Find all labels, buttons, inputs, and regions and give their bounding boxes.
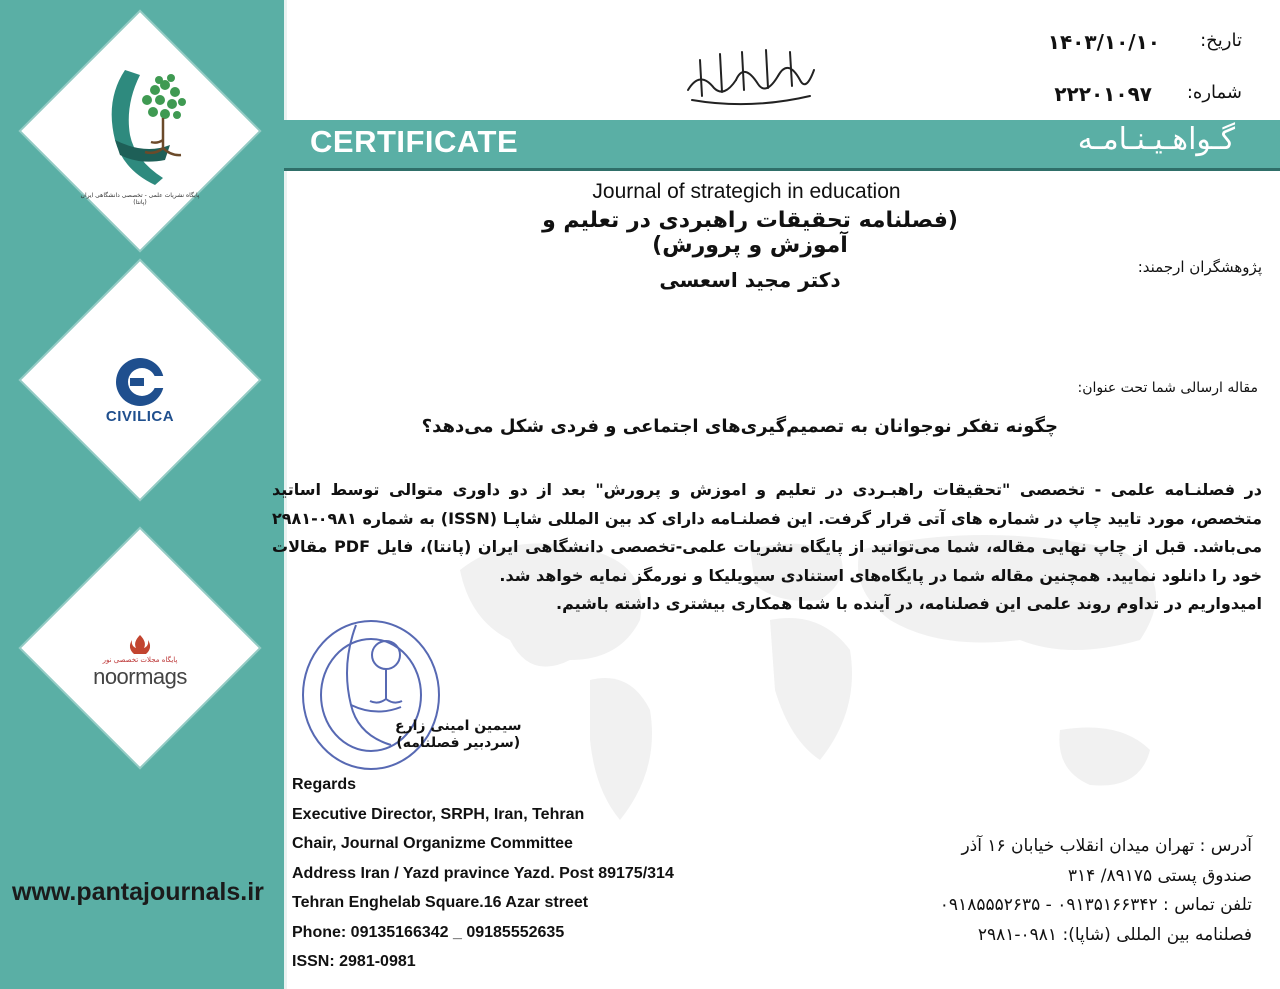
date-value: ۱۴۰۳/۱۰/۱۰ — [1047, 30, 1160, 54]
civilica-logo — [70, 340, 210, 440]
regards-line: Executive Director, SRPH, Iran, Tehran — [292, 805, 585, 823]
address-line: تلفن تماس : ۰۹۱۳۵۱۶۶۳۴۲ - ۰۹۱۸۵۵۵۲۶۳۵ — [939, 895, 1252, 915]
banner-underline — [284, 168, 1280, 171]
signatory-role: (سردبیر فصلنامه) — [396, 735, 521, 751]
regards-block — [292, 770, 674, 977]
journal-title-fa: (فصلنامه تحقیقات راهبردی در تعلیم و آموزش و پرورش) — [542, 208, 958, 258]
noormags-flame-icon — [127, 634, 153, 656]
bismillah-calligraphy-icon — [680, 40, 820, 110]
address-line: صندوق پستی ۸۹۱۷۵/ ۳۱۴ — [1067, 865, 1252, 886]
regards-line: Address Iran / Yazd pravince Yazd. Post 89175/314 — [292, 864, 674, 882]
address-line: فصلنامه بین المللی (شاپا): ۰۹۸۱-۲۹۸۱ — [977, 924, 1252, 945]
regards-line: ISSN: 2981-0981 — [292, 953, 416, 970]
address-block-fa — [940, 832, 1252, 950]
number-value: ۲۲۲۰۱۰۹۷ — [1054, 82, 1152, 106]
body-closing: امیدواریم در تداوم روند علمی این فصلنامه، در آینده با شما همکاری بیشتری داشته باشیم. — [555, 594, 1262, 613]
signatory-name: سیمین امینی زارع — [395, 718, 522, 734]
website-link[interactable]: www.pantajournals.ir — [12, 878, 264, 906]
journal-title-en: Journal of strategich in education — [592, 180, 901, 203]
salutation: پژوهشگران ارجمند: — [1137, 258, 1262, 276]
signatory — [395, 718, 521, 752]
regards-line: Phone: 09135166342 _ 09185552635 — [292, 923, 565, 941]
certificate-title-en: CERTIFICATE — [310, 124, 519, 159]
panta-logo-caption: پایگاه نشریات علمی - تخصصی دانشگاهی ایران (پانتا) — [80, 192, 200, 206]
civilica-label: CIVILICA — [105, 407, 175, 425]
noormags-label: noormags — [93, 664, 187, 689]
article-title: چگونه تفکر نوجوانان به تصمیم‌گیری‌های اجتماعی و فردی شکل می‌دهد؟ — [421, 416, 1058, 437]
recipient-name: دکتر مجید اسعسی — [659, 268, 841, 292]
date-label: تاریخ: — [1200, 30, 1242, 51]
civilica-c-icon — [108, 356, 172, 408]
number-label: شماره: — [1186, 82, 1242, 103]
tree-ribbon-logo-icon — [85, 60, 195, 190]
regards-line: Regards — [292, 776, 357, 793]
noormags-logo — [70, 622, 210, 702]
certificate-title-fa: گـواهـیـنـامـه — [1077, 122, 1235, 157]
regards-line: Tehran Enghelab Square.16 Azar street — [292, 894, 589, 911]
regards-line: Chair, Journal Organizme Committee — [292, 835, 573, 852]
noormags-caption: پایگاه مجلات تخصصی نور — [102, 656, 178, 664]
article-label: مقاله ارسالی شما تحت عنوان: — [1077, 380, 1258, 396]
body-paragraph: در فصلنـامه علمی - تخصصی "تحقیقات راهبـردی در تعلیم و اموزش و پرورش" بعد از دو داوری متوالی توسط اساتید متخصص، مورد تایید چاپ در شماره های آتی قرار گرفت. این فصلنـامه دارای کد بین المللی شاپـا (ISSN) به شماره ۰۹۸۱-۲۹۸۱ می‌باشد. قبل از چاپ نهایی مقاله، شما می‌توانید از پایگاه نشریات علمی-تخصصی دانشگاهی ایران (پانتا)، فایل PDF مقالات خود را دانلود نمایید. همچنین مقاله شما در پایگاه‌های استنادی سیویلیکا و نورمگز نمایه خواهد شد. — [272, 480, 1262, 585]
address-line: آدرس : تهران میدان انقلاب خیابان ۱۶ آذر — [961, 836, 1252, 856]
